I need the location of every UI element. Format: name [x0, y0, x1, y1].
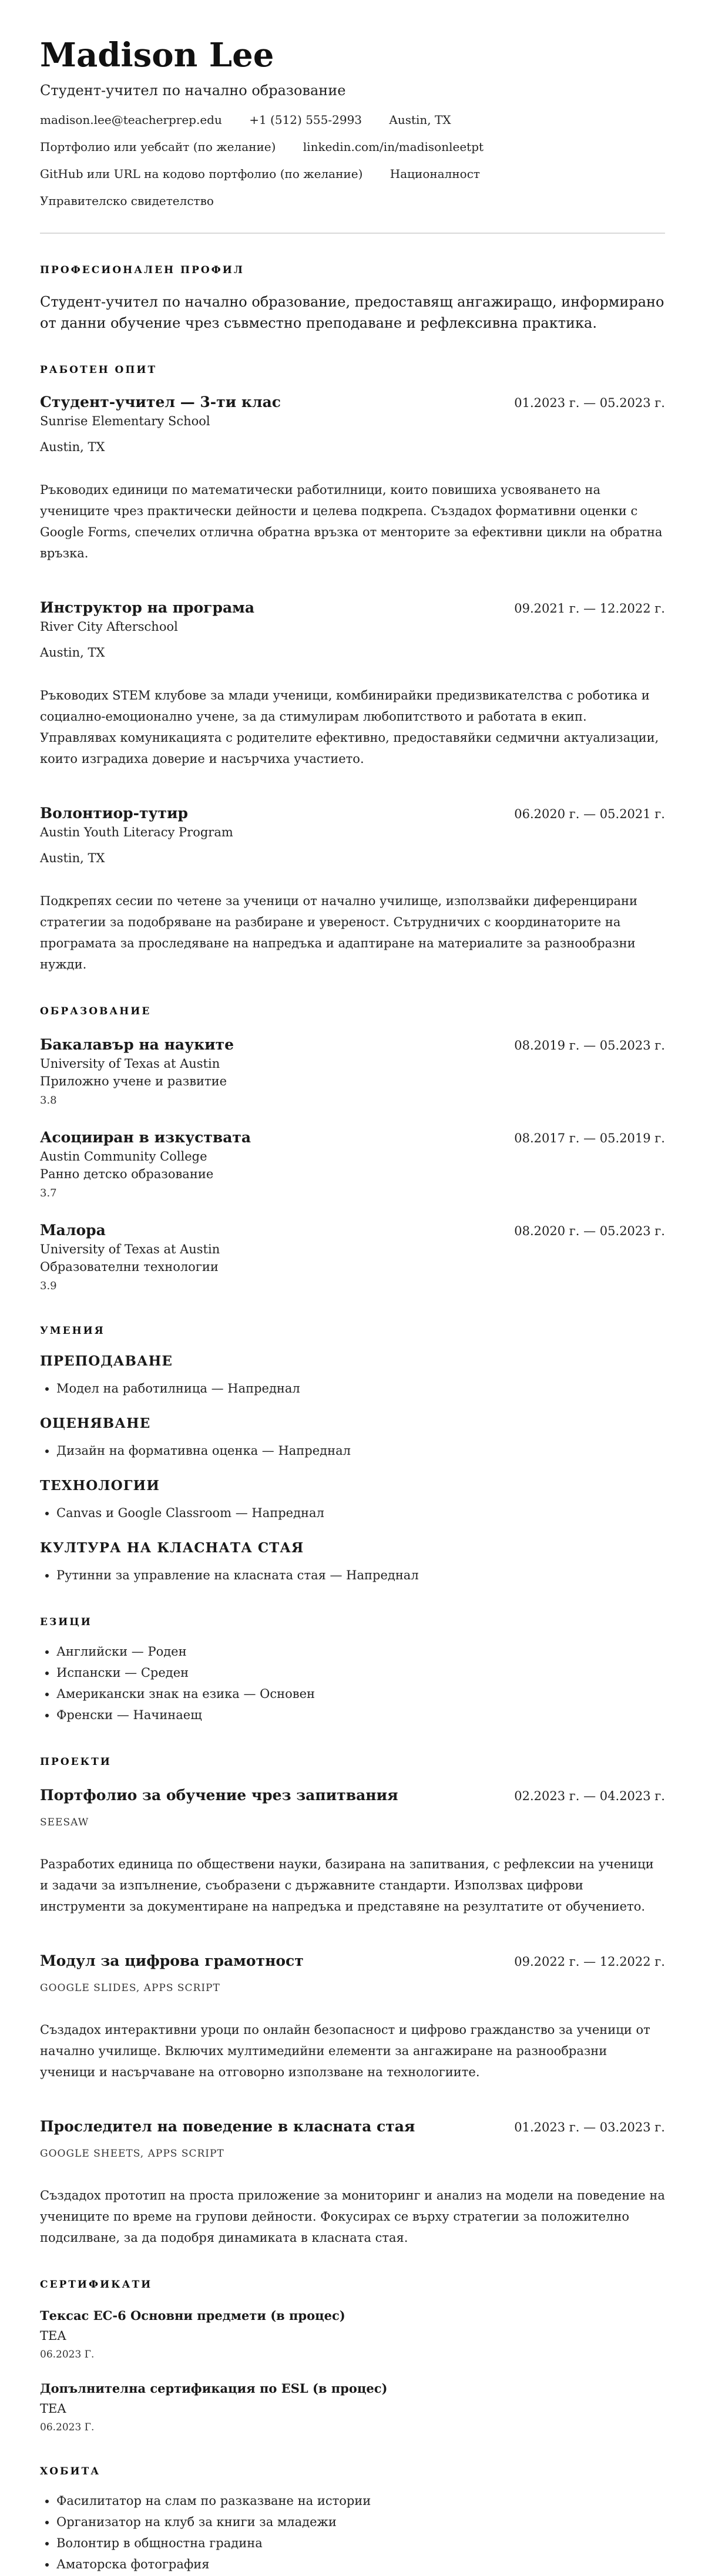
job-dates: 09.2021 г. — 12.2022 г.: [514, 601, 665, 616]
skill-item: • Canvas и Google Classroom — Напреднал: [56, 1502, 665, 1524]
job-location: Austin, TX: [40, 851, 105, 865]
education-entry: [40, 1220, 665, 1294]
language-item: • Английски — Роден: [56, 1641, 665, 1662]
certificate-issuer: TEA: [40, 2402, 66, 2416]
degree-title: Бакалавър на науките: [40, 1036, 234, 1053]
project-entry: [40, 1785, 665, 1917]
experience-entry: [40, 803, 665, 975]
hobby-item: • Организатор на клуб за книги за младежи: [56, 2511, 665, 2533]
portfolio-link[interactable]: Портфолио или уебсайт (по желание): [40, 140, 276, 154]
contact-row-license: [40, 193, 665, 209]
school-name: University of Texas at Austin: [40, 1057, 220, 1071]
project-description: Създадох интерактивни уроци по онлайн безопасност и цифрово гражданство за ученици от начално училище. Включих мултимедийни елементи за ангажиране на разнообразни ученици и насърчаване на отговорно използване на технологиите.: [40, 2023, 650, 2079]
grade: 3.9: [40, 1280, 57, 1292]
grade: 3.7: [40, 1187, 57, 1199]
skill-list: [40, 1378, 665, 1399]
degree-title: Малора: [40, 1222, 106, 1239]
employer: Austin Youth Literacy Program: [40, 825, 233, 839]
language-list: [40, 1641, 665, 1726]
project-entry: [40, 2117, 665, 2248]
project-dates: 09.2022 г. — 12.2022 г.: [514, 1955, 665, 1969]
job-title: Волонтиор-тутир: [40, 805, 188, 822]
experience-entry: [40, 392, 665, 564]
job-location: Austin, TX: [40, 645, 105, 660]
email-link[interactable]: madison.lee@teacherprep.edu: [40, 113, 222, 127]
project-name: Портфолио за обучение чрез запитвания: [40, 1787, 398, 1804]
hobby-item: • Волонтир в общностна градина: [56, 2533, 665, 2554]
job-description: Ръководих STEM клубове за млади ученици, комбинирайки предизвикателства с роботика и социално-емоционално учене, за да стимулирам любопитството и работата в екип. Управлявах комуникацията с родителите ефективно, предоставяйки седмични актуализации, които изградиха доверие и насърчиха участието.: [40, 688, 659, 766]
field-of-study: Образователни технологии: [40, 1260, 219, 1274]
certificate-date: 06.2023 Г.: [40, 2349, 95, 2360]
section-title-certificates: СЕРТИФИКАТИ: [40, 2279, 153, 2291]
project-description: Разработих единица по обществени науки, базирана на запитвания, с рефлексии на ученици и задачи за изпълнение, съобразени с държавните стандарти. Използвах цифрови инструменти за документиране на напредъка и представяне на резултатите от обучението.: [40, 1857, 654, 1913]
certificate-name: Допълнителна сертификация по ESL (в процес): [40, 2381, 388, 2396]
job-description: Ръководих единици по математически работилници, които повишиха усвояването на учениците чрез практически дейности и целева подкрепа. Създадох формативни оценки с Google Forms, спечелих отлична обратна връзка от менторите за ефективни цикли на обратна връзка.: [40, 483, 663, 560]
section-title-hobbies: ХОБИТА: [40, 2466, 101, 2477]
contact-row-links: [40, 139, 665, 155]
certificate-date: 06.2023 Г.: [40, 2422, 95, 2433]
location-text: Austin, TX: [389, 113, 451, 127]
nationality-text: Националност: [390, 167, 480, 181]
skill-item: • Дизайн на формативна оценка — Напреднал: [56, 1440, 665, 1461]
certificate-issuer: TEA: [40, 2329, 66, 2343]
project-description: Създадох прототип на проста приложение за мониторинг и анализ на модели на поведение на учениците по време на групови дейности. Фокусирах се върху стратегии за положително подсилване, за да подобря динамиката в класната стая.: [40, 2188, 665, 2245]
education-dates: 08.2019 г. — 05.2023 г.: [514, 1038, 665, 1052]
skill-list: [40, 1565, 665, 1586]
project-dates: 01.2023 г. — 03.2023 г.: [514, 2120, 665, 2134]
job-dates: 01.2023 г. — 05.2023 г.: [514, 396, 665, 410]
certificate-entry: [40, 2307, 665, 2362]
hobby-item: • Фасилитатор на слам по разказване на истории: [56, 2490, 665, 2511]
project-tech: GOOGLE SHEETS, APPS SCRIPT: [40, 2148, 224, 2160]
header-divider: [40, 233, 665, 234]
employer: River City Afterschool: [40, 620, 178, 634]
project-name: Модул за цифрова грамотност: [40, 1952, 304, 1969]
hobby-list: [40, 2490, 665, 2575]
school-name: University of Texas at Austin: [40, 1242, 220, 1256]
project-tech: SEESAW: [40, 1817, 89, 1828]
section-title-skills: УМЕНИЯ: [40, 1325, 105, 1337]
project-tech: GOOGLE SLIDES, APPS SCRIPT: [40, 1982, 220, 1994]
hobby-item: • Аматорска фотография: [56, 2554, 665, 2575]
education-entry: [40, 1035, 665, 1109]
experience-entry: [40, 598, 665, 769]
section-title-projects: ПРОЕКТИ: [40, 1756, 112, 1768]
license-text: Управителско свидетелство: [40, 194, 214, 208]
job-location: Austin, TX: [40, 440, 105, 454]
contact-row-extra: [40, 166, 665, 182]
project-entry: [40, 1951, 665, 2083]
contact-row-primary: [40, 112, 665, 128]
education-dates: 08.2020 г. — 05.2023 г.: [514, 1224, 665, 1238]
skill-category-title: ПРЕПОДАВАНЕ: [40, 1353, 173, 1369]
education-entry: [40, 1128, 665, 1202]
degree-title: Асоцииран в изкуствата: [40, 1129, 251, 1146]
phone-text: +1 (512) 555-2993: [249, 113, 362, 127]
skill-item: • Рутинни за управление на класната стая — Напреднал: [56, 1565, 665, 1586]
skill-category-title: КУЛТУРА НА КЛАСНАТА СТАЯ: [40, 1540, 304, 1556]
github-link[interactable]: GitHub или URL на кодово портфолио (по желание): [40, 167, 363, 181]
project-dates: 02.2023 г. — 04.2023 г.: [514, 1789, 665, 1803]
section-title-experience: РАБОТЕН ОПИТ: [40, 364, 157, 376]
skill-list: [40, 1440, 665, 1461]
candidate-name: Madison Lee: [40, 36, 274, 75]
project-name: Проследител на поведение в класната стая: [40, 2118, 415, 2135]
linkedin-link[interactable]: linkedin.com/in/madisonleetpt: [303, 140, 484, 154]
certificate-name: Тексас ЕС-6 Основни предмети (в процес): [40, 2308, 345, 2323]
skill-list: [40, 1502, 665, 1524]
job-title: Студент-учител — 3-ти клас: [40, 394, 281, 411]
field-of-study: Приложно учене и развитие: [40, 1074, 227, 1088]
language-item: • Американски знак на езика — Основен: [56, 1683, 665, 1704]
headline: Студент-учител по начално образование: [40, 82, 346, 99]
school-name: Austin Community College: [40, 1149, 207, 1163]
grade: 3.8: [40, 1094, 57, 1107]
skill-item: • Модел на работилница — Напреднал: [56, 1378, 665, 1399]
education-dates: 08.2017 г. — 05.2019 г.: [514, 1131, 665, 1145]
language-item: • Испански — Среден: [56, 1662, 665, 1683]
section-title-languages: ЕЗИЦИ: [40, 1616, 92, 1628]
job-dates: 06.2020 г. — 05.2021 г.: [514, 807, 665, 821]
section-title-education: ОБРАЗОВАНИЕ: [40, 1005, 152, 1017]
section-title-profile: ПРОФЕСИОНАЛЕН ПРОФИЛ: [40, 264, 244, 276]
skill-category-title: ТЕХНОЛОГИИ: [40, 1478, 160, 1494]
certificate-entry: [40, 2380, 665, 2435]
profile-summary: Студент-учител по начално образование, предоставящ ангажиращо, информирано от данни обучение чрез съвместно преподаване и рефлексивна практика.: [40, 294, 664, 331]
language-item: • Френски — Начинаещ: [56, 1704, 665, 1726]
job-title: Инструктор на програма: [40, 599, 255, 616]
employer: Sunrise Elementary School: [40, 414, 210, 428]
job-description: Подкрепях сесии по четене за ученици от начално училище, използвайки диференцирани стратегии за подобряване на разбиране и увереност. Сътрудничих с координаторите на програмата за проследяване на напредъка и адаптиране на материалите за разнообразни нужди.: [40, 894, 638, 971]
skill-category-title: ОЦЕНЯВАНЕ: [40, 1415, 151, 1431]
field-of-study: Ранно детско образование: [40, 1167, 214, 1181]
